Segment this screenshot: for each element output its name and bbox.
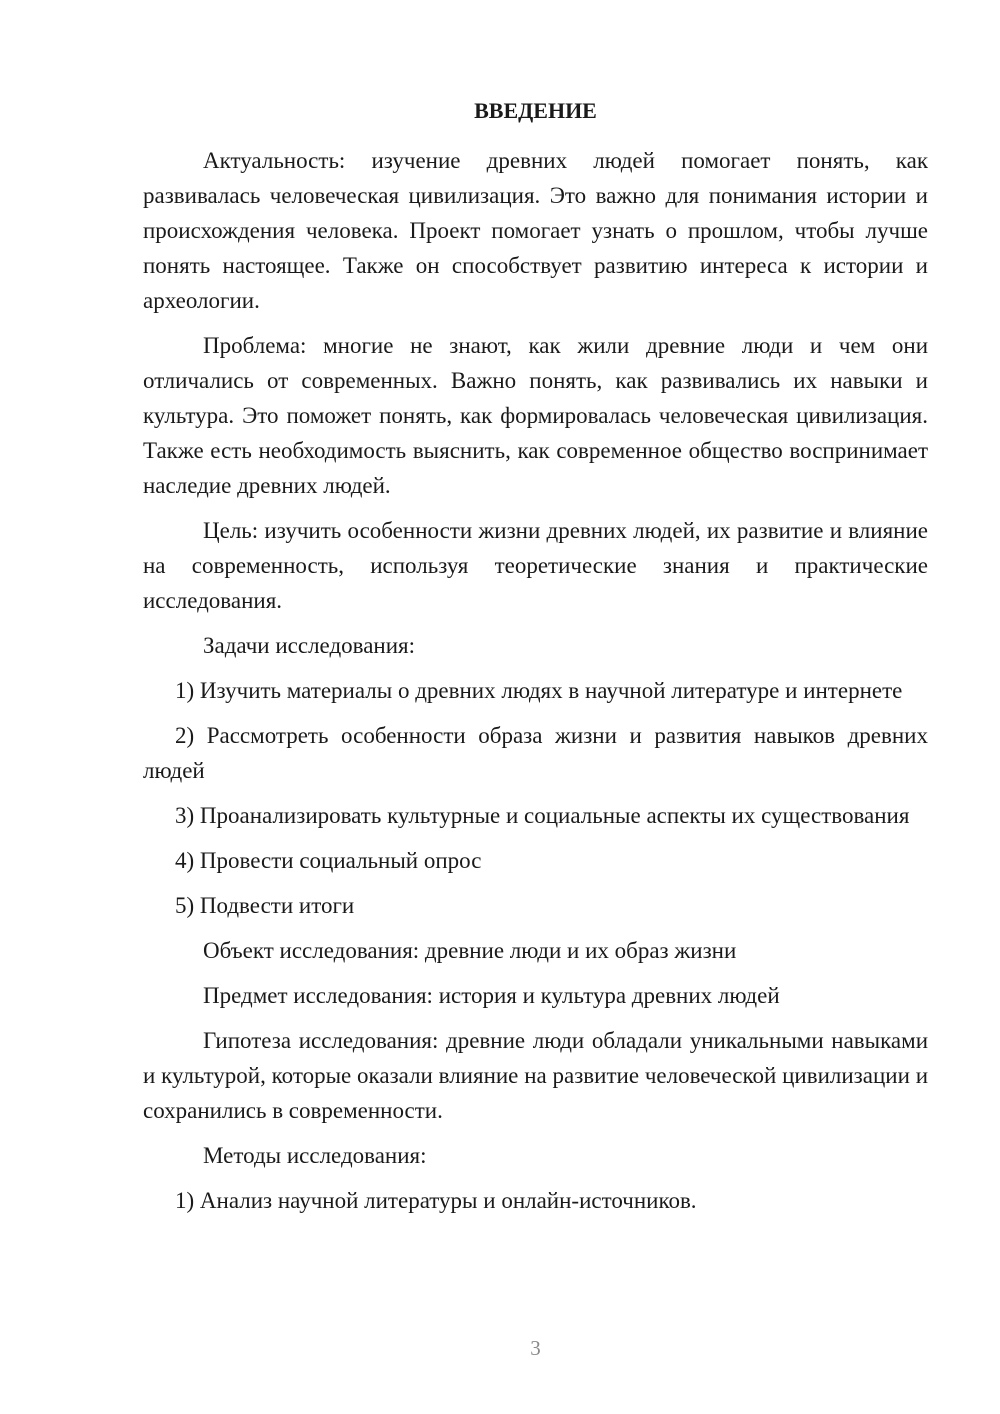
research-hypothesis: Гипотеза исследования: древние люди обладали уникальными навыками и культурой, которые оказали влияние на развитие человеческой цивилизации и сохранились в современности. (143, 1028, 928, 1123)
research-object: Объект исследования: древние люди и их образ жизни (203, 938, 737, 963)
document-body (143, 143, 928, 1228)
method-item: 1) Анализ научной литературы и онлайн-источников. (175, 1188, 697, 1213)
page-number: 3 (530, 1336, 541, 1360)
research-subject: Предмет исследования: история и культура древних людей (203, 983, 780, 1008)
section-title: ВВЕДЕНИЕ (474, 98, 597, 123)
task-item: 5) Подвести итоги (175, 893, 355, 918)
task-item: 1) Изучить материалы о древних людях в научной литературе и интернете (175, 678, 903, 703)
tasks-heading: Задачи исследования: (203, 633, 416, 658)
task-item: 2) Рассмотреть особенности образа жизни и развития навыков древних людей (143, 723, 928, 783)
task-item: 4) Провести социальный опрос (175, 848, 482, 873)
relevance-paragraph: Актуальность: изучение древних людей помогает понять, как развивалась человеческая цивилизация. Это важно для понимания истории и происхождения человека. Проект помогает узнать о прошлом, чтобы лучше понять настоящее. Также он способствует развитию интереса к истории и археологии. (143, 148, 928, 313)
document-page (143, 0, 928, 1414)
task-item: 3) Проанализировать культурные и социальные аспекты их существования (175, 803, 910, 828)
problem-paragraph: Проблема: многие не знают, как жили древние люди и чем они отличались от современных. Важно понять, как развивались их навыки и культура. Это поможет понять, как формировалась человеческая цивилизация. Также есть необходимость выяснить, как современное общество воспринимает наследие древних людей. (143, 333, 928, 498)
goal-paragraph: Цель: изучить особенности жизни древних людей, их развитие и влияние на современность, используя теоретические знания и практические исследования. (143, 518, 928, 613)
methods-heading: Методы исследования: (203, 1143, 427, 1168)
